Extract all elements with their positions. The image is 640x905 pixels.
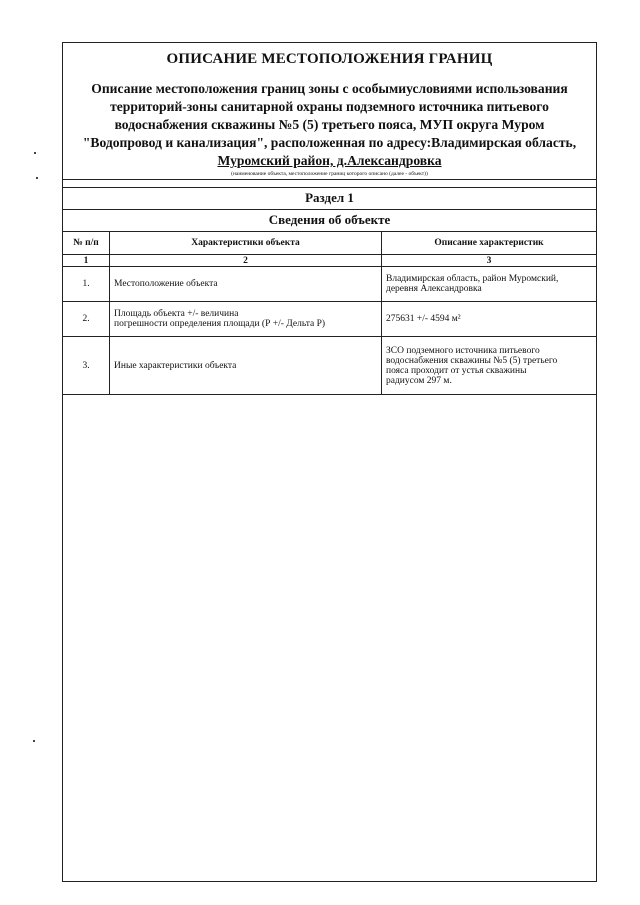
value-line: Владимирская область, район Муромский, [386,274,559,284]
name-line: погрешности определения площади (Р +/- Дельта Р) [114,319,326,329]
description-line: Описание местоположения границ зоны с особымиусловиями использования [91,81,568,96]
name-line: Иные характеристики объекта [114,360,237,371]
table-row [63,337,596,395]
scan-speck [33,740,35,742]
value-line: пояса проходит от устья скважины [386,365,527,376]
characteristic-name [110,337,382,395]
description-line: "Водопровод и канализация", расположенная по адресу:Владимирская область, [82,135,577,150]
characteristic-value [382,302,597,337]
header-cell: Описание характеристик [382,232,597,255]
column-number-row [63,255,596,267]
section-heading: Раздел 1 [63,187,596,209]
characteristic-name [110,302,382,337]
column-number: 3 [382,255,597,267]
row-number: 3. [63,337,110,395]
description-line: территорий-зоны санитарной охраны подземного источника питьевого [110,99,549,114]
row-number: 2. [63,302,110,337]
characteristic-value [382,337,597,395]
spacer-band [63,179,596,187]
header-cell: № п/п [63,232,110,255]
column-number: 1 [63,255,110,267]
document-title: ОПИСАНИЕ МЕСТОПОЛОЖЕНИЯ ГРАНИЦ [166,51,493,67]
object-description [71,80,588,170]
scan-speck [36,177,38,179]
value-line: деревня Александровка [386,284,482,294]
table-row [63,267,596,302]
object-info-table [63,231,596,394]
value-line: водоснабжения скважины №5 (5) третьего [386,355,558,366]
characteristic-value [382,267,597,302]
value-line: 275631 +/- 4594 м² [386,314,461,324]
table-bottom-rule [63,394,596,395]
table-row [63,302,596,337]
section-title: Сведения об объекте [63,209,596,231]
caption-note: (наименование объекта, местоположение границ которого описано (далее - объект)) [231,171,428,177]
name-line: Площадь объекта +/- величина [114,309,239,319]
description-line: Муромский район, д.Александровка [217,153,442,168]
name-line: Местоположение объекта [114,279,218,289]
scan-speck [34,152,36,154]
header-cell: Характеристики объекта [110,232,382,255]
value-line: радиусом 297 м. [386,375,452,386]
table-header-row [63,232,596,255]
document-frame [62,42,597,882]
column-number: 2 [110,255,382,267]
characteristic-name [110,267,382,302]
row-number: 1. [63,267,110,302]
description-line: водоснабжения скважины №5 (5) третьего пояса, МУП округа Муром [114,117,545,132]
value-line: ЗСО подземного источника питьевого [386,345,540,356]
